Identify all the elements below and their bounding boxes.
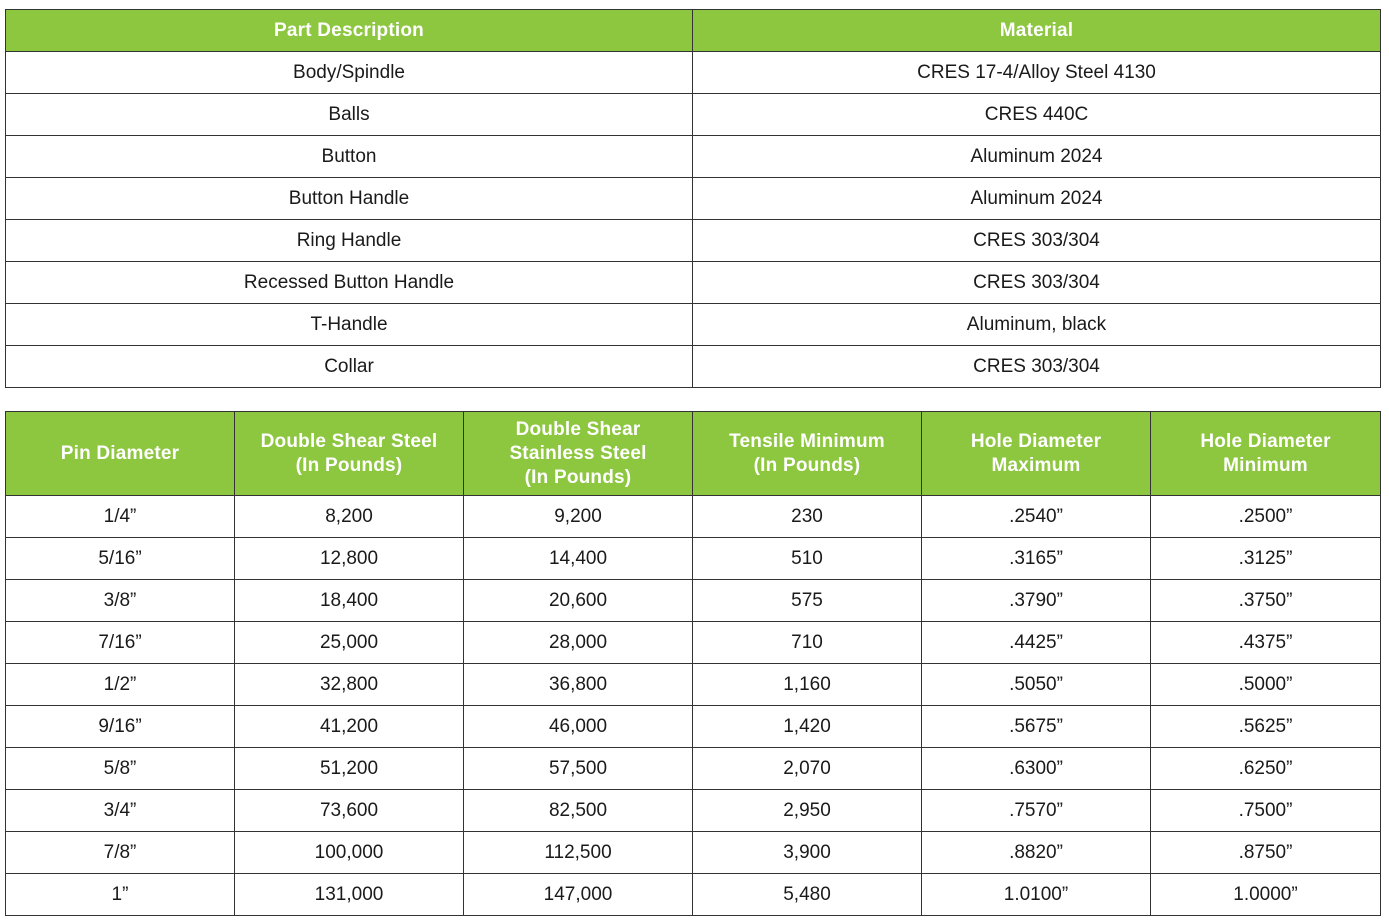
double-shear-stainless-cell: 36,800: [464, 664, 693, 706]
pin-diameter-cell: 5/16”: [6, 538, 235, 580]
table-row: [6, 262, 1381, 304]
pin-diameter-cell: 3/8”: [6, 580, 235, 622]
double-shear-stainless-cell: 112,500: [464, 832, 693, 874]
material-cell: Aluminum 2024: [693, 136, 1381, 178]
hole-diameter-max-cell: .8820”: [922, 832, 1151, 874]
double-shear-stainless-cell: 46,000: [464, 706, 693, 748]
hole-diameter-min-cell: 1.0000”: [1151, 874, 1381, 916]
double-shear-steel-cell: 12,800: [235, 538, 464, 580]
pin-diameter-cell: 1/4”: [6, 496, 235, 538]
header-line: Stainless Steel: [509, 442, 647, 464]
hole-diameter-max-cell: .2540”: [922, 496, 1151, 538]
tensile-minimum-cell: 5,480: [693, 874, 922, 916]
material-cell: CRES 303/304: [693, 220, 1381, 262]
specs-header-tensile-minimum: [693, 412, 922, 496]
hole-diameter-max-cell: 1.0100”: [922, 874, 1151, 916]
material-cell: Aluminum 2024: [693, 178, 1381, 220]
table-row: [6, 52, 1381, 94]
hole-diameter-min-cell: .5625”: [1151, 706, 1381, 748]
table-row: [6, 538, 1381, 580]
table-row: [6, 220, 1381, 262]
material-cell: CRES 17-4/Alloy Steel 4130: [693, 52, 1381, 94]
tensile-minimum-cell: 2,950: [693, 790, 922, 832]
specs-header-pin-diameter: [6, 412, 235, 496]
table-row: [6, 790, 1381, 832]
double-shear-stainless-cell: 9,200: [464, 496, 693, 538]
header-line: Double Shear: [515, 418, 641, 440]
material-cell: CRES 303/304: [693, 346, 1381, 388]
header-line: Maximum: [991, 454, 1081, 476]
hole-diameter-min-cell: .7500”: [1151, 790, 1381, 832]
hole-diameter-min-cell: .3750”: [1151, 580, 1381, 622]
hole-diameter-min-cell: .5000”: [1151, 664, 1381, 706]
material-cell: CRES 440C: [693, 94, 1381, 136]
hole-diameter-max-cell: .4425”: [922, 622, 1151, 664]
double-shear-stainless-cell: 147,000: [464, 874, 693, 916]
tensile-minimum-cell: 1,160: [693, 664, 922, 706]
header-line: Pin Diameter: [60, 442, 180, 464]
header-line: (In Pounds): [753, 454, 861, 476]
double-shear-steel-cell: 25,000: [235, 622, 464, 664]
double-shear-steel-cell: 73,600: [235, 790, 464, 832]
pin-diameter-cell: 9/16”: [6, 706, 235, 748]
double-shear-steel-cell: 18,400: [235, 580, 464, 622]
table-row: [6, 748, 1381, 790]
header-line: Tensile Minimum: [729, 430, 885, 452]
hole-diameter-min-cell: .4375”: [1151, 622, 1381, 664]
part-description-cell: Balls: [6, 94, 693, 136]
table-row: [6, 622, 1381, 664]
specs-header-double-shear-stainless: [464, 412, 693, 496]
double-shear-steel-cell: 131,000: [235, 874, 464, 916]
materials-header-part-description: Part Description: [6, 10, 693, 52]
part-description-cell: Collar: [6, 346, 693, 388]
table-row: [6, 706, 1381, 748]
material-cell: Aluminum, black: [693, 304, 1381, 346]
header-line: (In Pounds): [524, 466, 632, 488]
table-row: [6, 580, 1381, 622]
header-line: (In Pounds): [295, 454, 403, 476]
tensile-minimum-cell: 1,420: [693, 706, 922, 748]
table-row: [6, 664, 1381, 706]
double-shear-stainless-cell: 20,600: [464, 580, 693, 622]
hole-diameter-min-cell: .8750”: [1151, 832, 1381, 874]
double-shear-steel-cell: 32,800: [235, 664, 464, 706]
header-line: Minimum: [1223, 454, 1308, 476]
tensile-minimum-cell: 2,070: [693, 748, 922, 790]
hole-diameter-max-cell: .6300”: [922, 748, 1151, 790]
pin-diameter-cell: 7/8”: [6, 832, 235, 874]
tensile-minimum-cell: 575: [693, 580, 922, 622]
part-description-cell: T-Handle: [6, 304, 693, 346]
double-shear-stainless-cell: 28,000: [464, 622, 693, 664]
tensile-minimum-cell: 710: [693, 622, 922, 664]
material-cell: CRES 303/304: [693, 262, 1381, 304]
tensile-minimum-cell: 230: [693, 496, 922, 538]
hole-diameter-max-cell: .5675”: [922, 706, 1151, 748]
tensile-minimum-cell: 3,900: [693, 832, 922, 874]
table-row: [6, 94, 1381, 136]
specs-header-double-shear-steel: [235, 412, 464, 496]
hole-diameter-max-cell: .3790”: [922, 580, 1151, 622]
pin-diameter-cell: 3/4”: [6, 790, 235, 832]
hole-diameter-max-cell: .7570”: [922, 790, 1151, 832]
table-row: [6, 496, 1381, 538]
tensile-minimum-cell: 510: [693, 538, 922, 580]
header-line: Hole Diameter: [970, 430, 1102, 452]
part-description-cell: Body/Spindle: [6, 52, 693, 94]
part-description-cell: Recessed Button Handle: [6, 262, 693, 304]
table-row: [6, 136, 1381, 178]
pin-diameter-cell: 1”: [6, 874, 235, 916]
materials-table: [5, 9, 1381, 388]
pin-diameter-cell: 5/8”: [6, 748, 235, 790]
part-description-cell: Button Handle: [6, 178, 693, 220]
double-shear-steel-cell: 8,200: [235, 496, 464, 538]
specs-table: [5, 411, 1381, 916]
table-row: [6, 832, 1381, 874]
materials-header-row: [6, 10, 1381, 52]
hole-diameter-min-cell: .6250”: [1151, 748, 1381, 790]
hole-diameter-min-cell: .3125”: [1151, 538, 1381, 580]
double-shear-steel-cell: 51,200: [235, 748, 464, 790]
double-shear-stainless-cell: 14,400: [464, 538, 693, 580]
part-description-cell: Ring Handle: [6, 220, 693, 262]
hole-diameter-max-cell: .3165”: [922, 538, 1151, 580]
double-shear-steel-cell: 41,200: [235, 706, 464, 748]
table-row: [6, 304, 1381, 346]
table-row: [6, 874, 1381, 916]
table-row: [6, 346, 1381, 388]
header-line: Hole Diameter: [1200, 430, 1331, 452]
specs-header-hole-diameter-min: [1151, 412, 1381, 496]
double-shear-stainless-cell: 57,500: [464, 748, 693, 790]
materials-header-material: Material: [693, 10, 1381, 52]
table-row: [6, 178, 1381, 220]
double-shear-stainless-cell: 82,500: [464, 790, 693, 832]
specs-header-hole-diameter-max: [922, 412, 1151, 496]
part-description-cell: Button: [6, 136, 693, 178]
hole-diameter-max-cell: .5050”: [922, 664, 1151, 706]
specs-header-row: [6, 412, 1381, 496]
pin-diameter-cell: 7/16”: [6, 622, 235, 664]
hole-diameter-min-cell: .2500”: [1151, 496, 1381, 538]
double-shear-steel-cell: 100,000: [235, 832, 464, 874]
header-line: Double Shear Steel: [260, 430, 438, 452]
pin-diameter-cell: 1/2”: [6, 664, 235, 706]
